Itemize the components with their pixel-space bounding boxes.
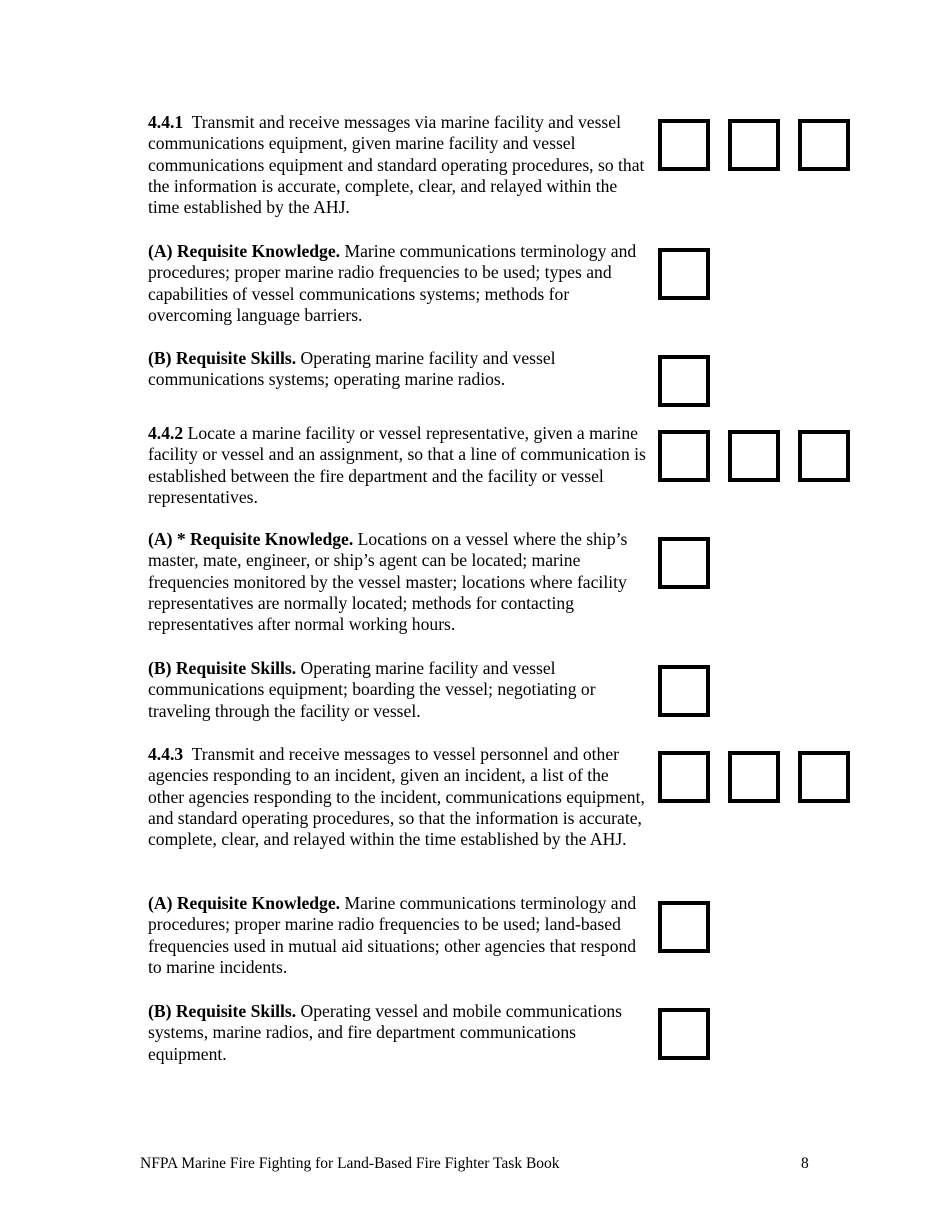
section-label: (A) Requisite Knowledge. <box>148 893 341 913</box>
section-text: Locate a marine facility or vessel representative, given a marine facility or vessel and an assignment, so that a line of communication is established between the fire department and the facility or vessel representatives. <box>148 423 646 507</box>
section-4-4-1 <box>148 112 646 218</box>
sign-off-checkbox[interactable] <box>658 355 710 407</box>
section-number: 4.4.2 <box>148 423 184 443</box>
sign-off-checkbox[interactable] <box>728 751 780 803</box>
section-4-4-1-skills <box>148 348 646 391</box>
section-text: Locations on a vessel where the ship’s master, mate, engineer, or ship’s agent can be located; marine frequencies monitored by the vessel master; locations where facility representatives are normally located; methods for contacting representatives after normal working hours. <box>148 529 628 635</box>
sign-off-checkbox[interactable] <box>658 119 710 171</box>
section-4-4-2-skills <box>148 658 646 722</box>
sign-off-checkbox[interactable] <box>728 119 780 171</box>
section-4-4-3-skills <box>148 1001 646 1065</box>
sign-off-checkbox[interactable] <box>658 430 710 482</box>
section-4-4-1-knowledge <box>148 241 646 326</box>
sign-off-checkbox[interactable] <box>658 248 710 300</box>
sign-off-checkbox[interactable] <box>658 1008 710 1060</box>
sign-off-checkbox[interactable] <box>658 751 710 803</box>
sign-off-checkbox[interactable] <box>658 665 710 717</box>
sign-off-checkbox[interactable] <box>798 430 850 482</box>
section-label: (B) Requisite Skills. <box>148 1001 297 1021</box>
sign-off-checkbox[interactable] <box>798 119 850 171</box>
section-4-4-3-knowledge <box>148 893 646 978</box>
section-label: (B) Requisite Skills. <box>148 348 297 368</box>
sign-off-checkbox[interactable] <box>658 901 710 953</box>
section-text: Operating vessel and mobile communications systems, marine radios, and fire department communications equipment. <box>148 1001 623 1064</box>
section-label: (B) Requisite Skills. <box>148 658 297 678</box>
page-number: 8 <box>801 1155 809 1172</box>
section-label: (A) * Requisite Knowledge. <box>148 529 354 549</box>
section-4-4-2-knowledge <box>148 529 646 635</box>
section-label: (A) Requisite Knowledge. <box>148 241 341 261</box>
section-number: 4.4.1 <box>148 112 184 132</box>
section-text: Transmit and receive messages via marine facility and vessel communications equipment, given marine facility and vessel communications equipment and standard operating procedures, so that the information is accurate, complete, clear, and relayed within the time established by the AHJ. <box>148 112 645 218</box>
section-text: Operating marine facility and vessel communications equipment; boarding the vessel; negotiating or traveling through the facility or vessel. <box>148 658 596 721</box>
section-text: Transmit and receive messages to vessel personnel and other agencies responding to an incident, given an incident, a list of the other agencies responding to the incident, communications equipment, and standard operating procedures, so that the information is accurate, complete, clear, and relayed within the time established by the AHJ. <box>148 744 645 850</box>
section-text: Operating marine facility and vessel communications systems; operating marine radios. <box>148 348 556 390</box>
section-4-4-2 <box>148 423 646 508</box>
section-4-4-3 <box>148 744 646 850</box>
section-text: Marine communications terminology and procedures; proper marine radio frequencies to be used; types and capabilities of vessel communications systems; methods for overcoming language barriers. <box>148 241 637 325</box>
section-text: Marine communications terminology and procedures; proper marine radio frequencies to be used; land-based frequencies used in mutual aid situations; other agencies that respond to marine incidents. <box>148 893 637 977</box>
sign-off-checkbox[interactable] <box>728 430 780 482</box>
sign-off-checkbox[interactable] <box>658 537 710 589</box>
footer-title: NFPA Marine Fire Fighting for Land-Based Fire Fighter Task Book <box>140 1155 560 1172</box>
section-number: 4.4.3 <box>148 744 184 764</box>
sign-off-checkbox[interactable] <box>798 751 850 803</box>
